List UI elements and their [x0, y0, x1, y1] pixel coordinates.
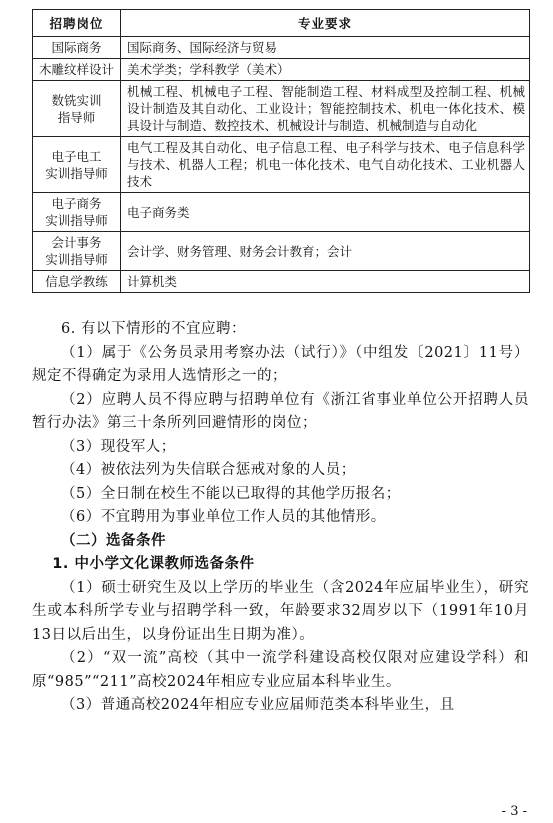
position-label: 电子电工 实训指导师 [45, 148, 108, 181]
position-label: 数铣实训 指导师 [51, 92, 102, 125]
table-row [33, 193, 530, 232]
paragraph: （3）现役军人； [61, 438, 176, 455]
paragraph: （4）被依法列为失信联合惩戒对象的人员； [61, 462, 356, 478]
page-number: - 3 - [501, 804, 527, 819]
position-label: 国际商务 [51, 40, 102, 55]
paragraph: （5）全日制在校生不能以已取得的其他学历报名； [61, 485, 401, 502]
section-heading: （二）选备条件 [61, 532, 166, 549]
position-cell [33, 271, 121, 293]
position-label: 会计事务 实训指导师 [45, 235, 108, 267]
position-cell [33, 59, 121, 81]
table-row [33, 37, 530, 59]
requirement-cell: 美术学类；学科教学（美术） [121, 59, 530, 81]
requirement-cell: 会计学、财务管理、财务会计教育；会计 [121, 232, 530, 271]
requirement-cell: 电气工程及其自动化、电子信息工程、电子科学与技术、电子信息科学与技术、机器人工程；机电一体化技术、电气自动化技术、工业机器人技术 [121, 137, 530, 193]
requirement-cell: 国际商务、国际经济与贸易 [121, 37, 530, 59]
section-heading: 1. 中小学文化课教师选备条件 [52, 556, 255, 572]
table-row [33, 59, 530, 81]
table-row [33, 232, 530, 271]
recruitment-table [32, 9, 530, 293]
table-row [33, 81, 530, 137]
position-label: 木雕纹样设计 [38, 62, 114, 77]
table-body [33, 37, 530, 293]
paragraph: （3）普通高校2024年相应专业应届师范类本科毕业生，且 [61, 697, 455, 713]
position-cell [33, 81, 121, 137]
table-row [33, 137, 530, 193]
position-cell [33, 232, 121, 271]
body-text [32, 318, 529, 718]
position-cell [33, 137, 121, 193]
position-label: 信息学教练 [45, 274, 108, 289]
header-requirement: 专业要求 [121, 10, 530, 37]
position-label: 电子商务 实训指导师 [45, 196, 108, 228]
header-position: 招聘岗位 [33, 10, 121, 37]
position-cell [33, 193, 121, 232]
paragraph: （2）“双一流”高校（其中一流学科建设高校仅限对应建设学科）和原“985”“211”高校2024年相应专业应届本科毕业生。 [32, 650, 529, 690]
paragraph: （1）属于《公务员录用考察办法（试行）》（中组发〔2021〕11号）规定不得确定为录用人选情形之一的； [32, 344, 529, 384]
paragraph: （2）应聘人员不得应聘与招聘单位有《浙江省事业单位公开招聘人员暂行办法》第三十条所列回避情形的岗位； [32, 391, 529, 431]
requirement-cell: 计算机类 [121, 271, 530, 293]
paragraph: 6. 有以下情形的不宜应聘： [61, 321, 246, 337]
paragraph: （6）不宜聘用为事业单位工作人员的其他情形。 [61, 509, 386, 525]
table-header-row [33, 10, 530, 37]
requirement-cell: 电子商务类 [121, 193, 530, 232]
position-cell [33, 37, 121, 59]
table-row [33, 271, 530, 293]
requirement-cell: 机械工程、机械电子工程、智能制造工程、材料成型及控制工程、机械设计制造及其自动化、工业设计；智能控制技术、机电一体化技术、模具设计与制造、数控技术、机械设计与制造、机械制造与自动化 [121, 81, 530, 137]
paragraph: （1）硕士研究生及以上学历的毕业生（含2024年应届毕业生），研究生或本科所学专业与招聘学科一致，年龄要求32周岁以下（1991年10月13日以后出生，以身份证出生日期为准）。 [32, 579, 529, 643]
